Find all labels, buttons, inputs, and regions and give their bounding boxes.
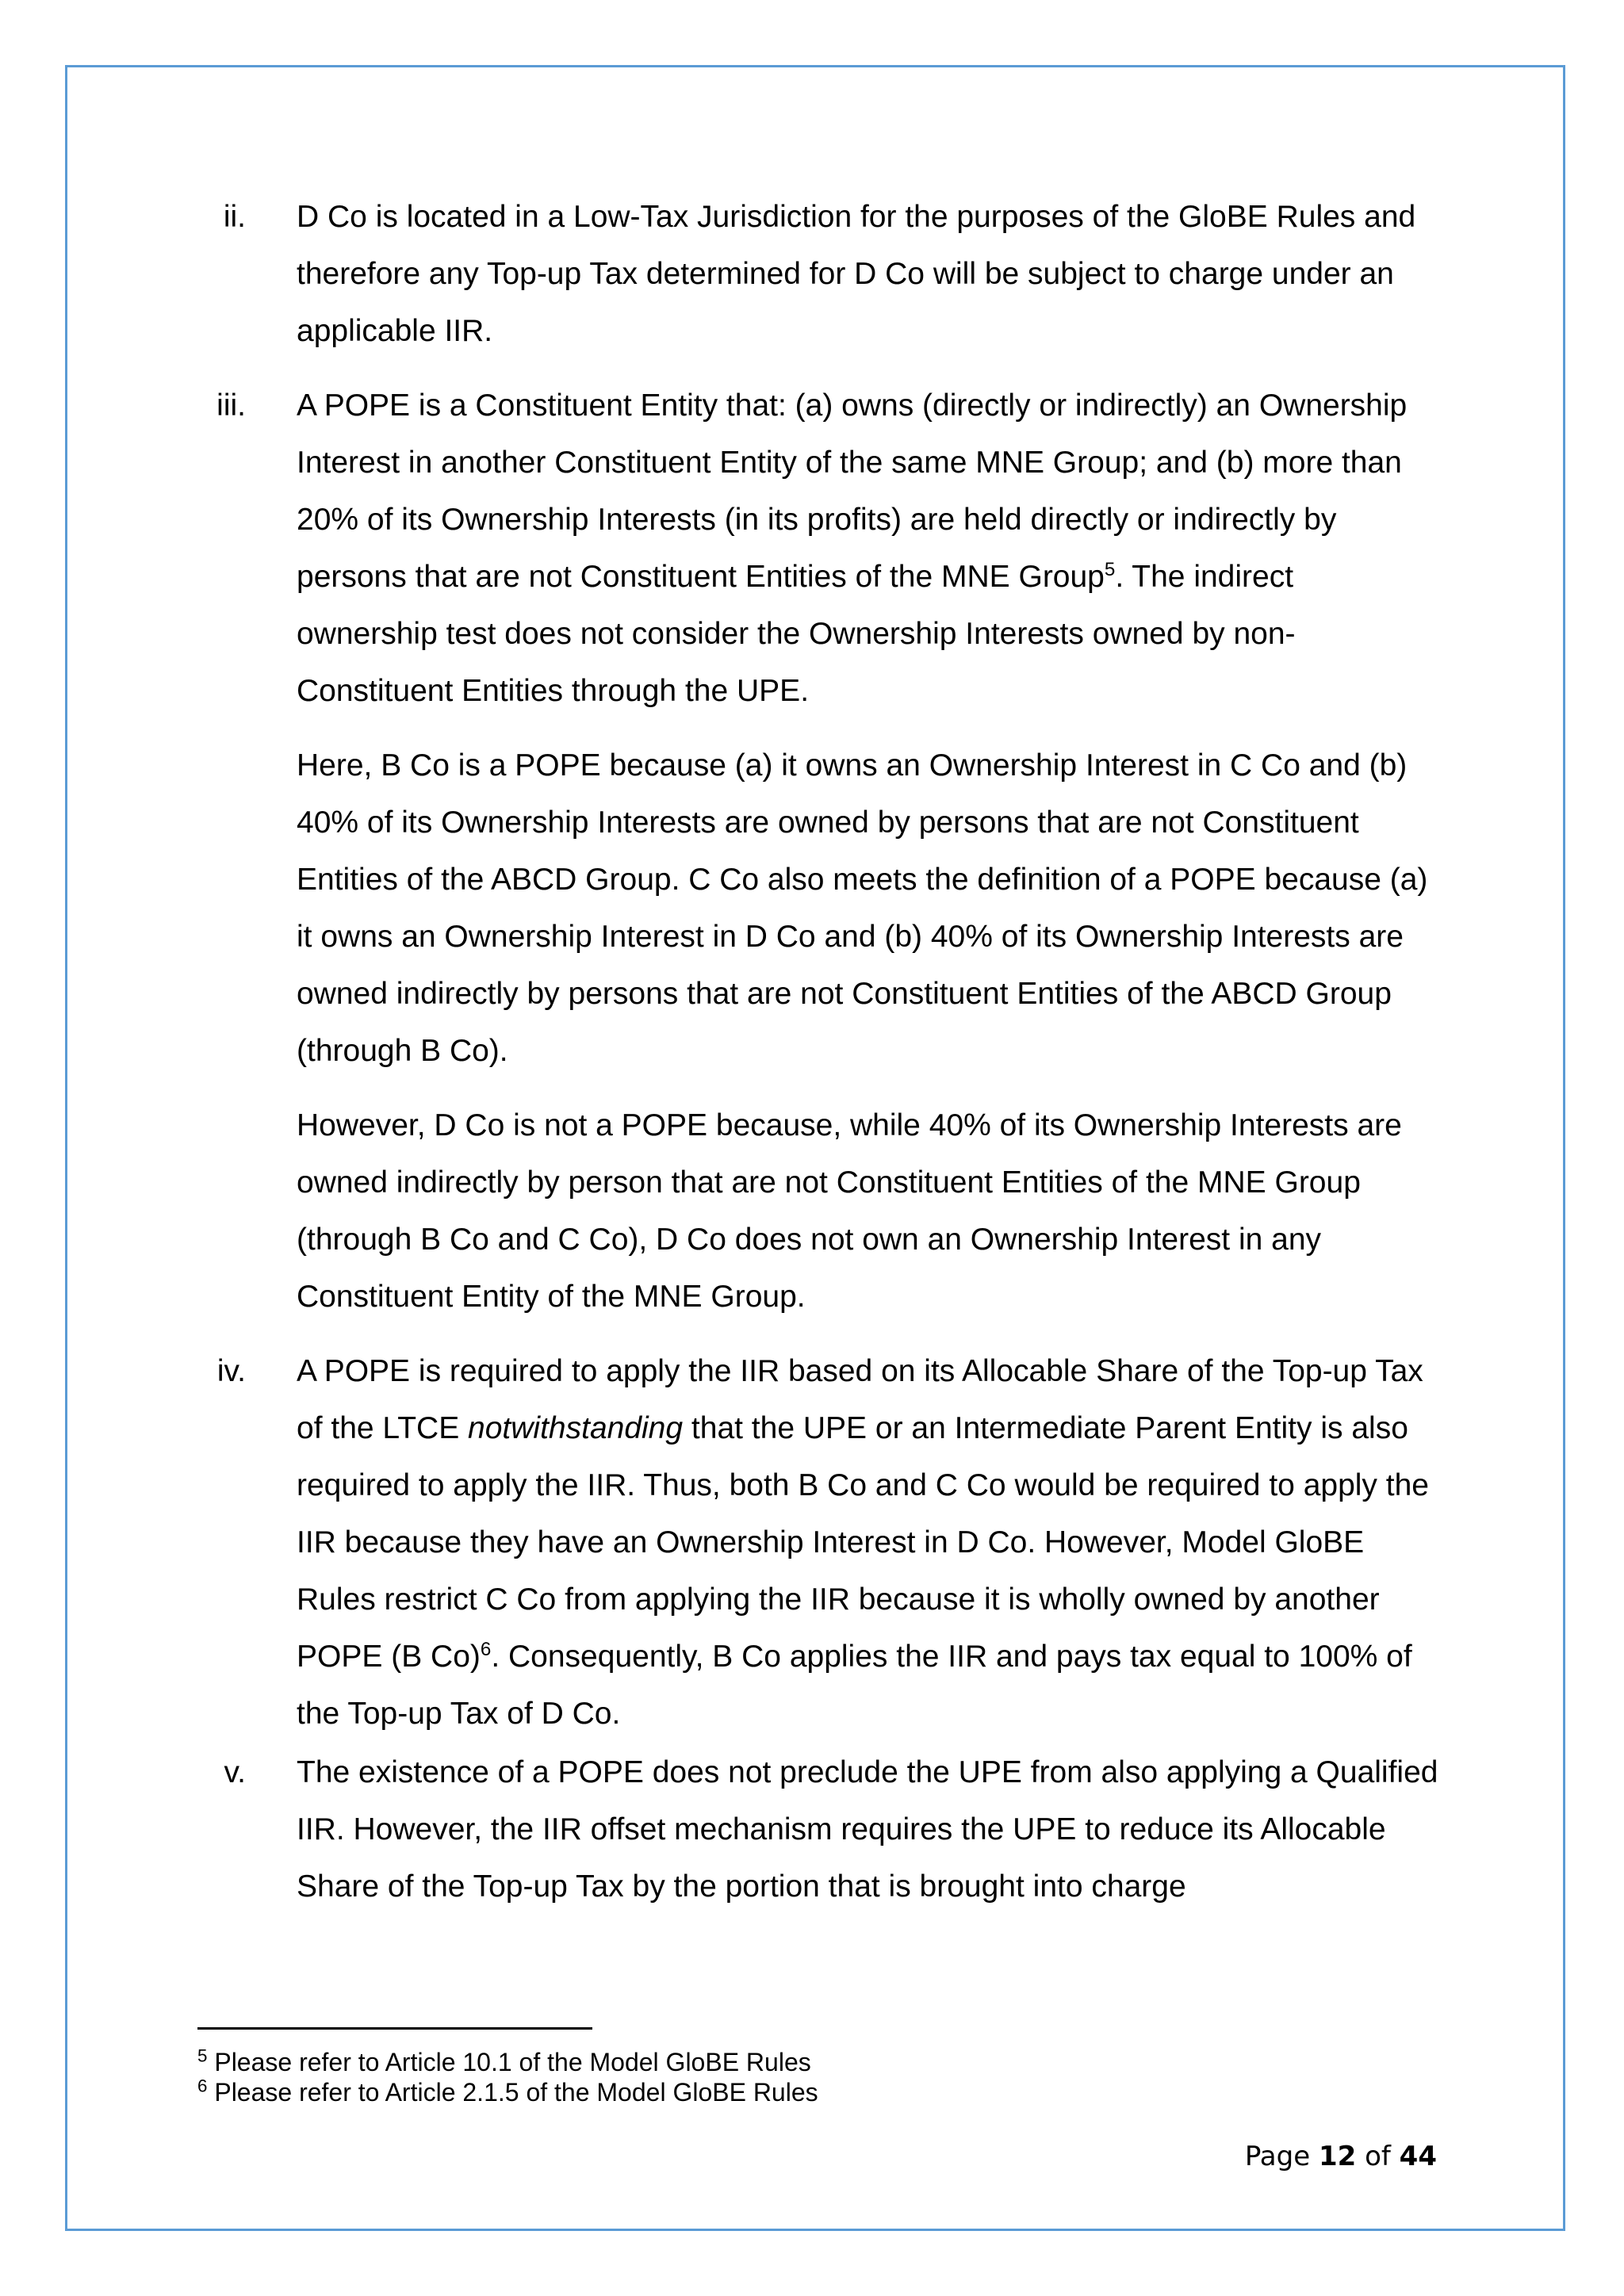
paragraph xyxy=(297,1343,1438,1743)
paragraph: Here, B Co is a POPE because (a) it owns an Ownership Interest in C Co and (b) 40% of its Ownership Interests are owned by persons that are not Constituent Entities of the ABCD Group. C Co also meets the definition of a POPE because (a) it owns an Ownership Interest in D Co and (b) 40% of its Ownership Interests are owned indirectly by persons that are not Constituent Entities of the ABCD Group (through B Co). xyxy=(297,748,1428,1068)
spacer xyxy=(0,1326,1624,1343)
text-run: . Consequently, B Co applies the IIR and pays tax equal to 100% of the Top-up Tax of D Co. xyxy=(297,1640,1412,1731)
document-body xyxy=(0,189,1624,1915)
text-run: that the UPE or an Intermediate Parent Entity is also required to apply the IIR. Thus, both B Co and C Co would be required to apply the IIR because they have an Ownership Interest in D Co. However, Model GloBE Rules restrict C Co from applying the IIR because it is wholly owned by another POPE (B Co) xyxy=(297,1411,1429,1674)
footnote-text: Please refer to Article 2.1.5 of the Model GloBE Rules xyxy=(207,2078,818,2107)
text-run: . The indirect ownership test does not consider the Ownership Interests owned by non-Constituent Entities through the UPE. xyxy=(297,560,1296,708)
list-number: iv. xyxy=(216,1354,246,1388)
footnote-mark: 5 xyxy=(197,2045,208,2066)
footnote-6 xyxy=(197,2077,818,2107)
list-number: ii. xyxy=(223,200,246,234)
paragraph: However, D Co is not a POPE because, while 40% of its Ownership Interests are owned indirectly by person that are not Constituent Entities of the MNE Group (through B Co and C Co), D Co does not own an Ownership Interest in any Constituent Entity of the MNE Group. xyxy=(297,1108,1402,1314)
list-item-v xyxy=(0,1744,1438,1915)
paragraph xyxy=(297,377,1438,720)
text-run: A POPE is a Constituent Entity that: (a) owns (directly or indirectly) an Ownership Interest in another Constituent Entity of the same MNE Group; and (b) more than 20% of its Ownership Interests (in its profits) are held directly or indirectly by persons that are not Constituent Entities of the MNE Group xyxy=(297,388,1408,594)
footnote-text: Please refer to Article 10.1 of the Model GloBE Rules xyxy=(207,2048,811,2076)
footnote-separator xyxy=(197,2027,592,2030)
current-page: 12 xyxy=(1318,2141,1357,2172)
spacer xyxy=(297,720,1438,737)
page-of: of xyxy=(1356,2141,1400,2172)
footnote-mark: 6 xyxy=(197,2076,208,2096)
page-number xyxy=(1245,2141,1437,2172)
list-number: v. xyxy=(224,1755,246,1789)
spacer xyxy=(297,1080,1438,1097)
paragraph: The existence of a POPE does not preclude the UPE from also applying a Qualified IIR. However, the IIR offset mechanism requires the UPE to reduce its Allocable Share of the Top-up Tax by the portion that is brought into charge xyxy=(297,1755,1438,1904)
paragraph: D Co is located in a Low-Tax Jurisdiction for the purposes of the GloBE Rules and therefore any Top-up Tax determined for D Co will be subject to charge under an applicable IIR. xyxy=(297,200,1416,348)
footnote-ref-6[interactable]: 6 xyxy=(480,1639,492,1660)
total-pages: 44 xyxy=(1399,2141,1437,2172)
page-label: Page xyxy=(1244,2141,1319,2172)
emphasis-text: notwithstanding xyxy=(468,1411,684,1445)
footnote-5 xyxy=(197,2047,818,2077)
list-item-iii xyxy=(0,377,1438,1326)
text-run: A POPE is required to apply the IIR based on its Allocable Share of the Top-up Tax of the LTCE xyxy=(297,1354,1423,1445)
footnote-ref-5[interactable]: 5 xyxy=(1104,559,1116,580)
spacer xyxy=(0,360,1624,377)
list-item-iv xyxy=(0,1343,1438,1743)
list-item-ii xyxy=(0,189,1438,360)
footnotes xyxy=(197,2047,818,2107)
list-number: iii. xyxy=(216,388,246,423)
